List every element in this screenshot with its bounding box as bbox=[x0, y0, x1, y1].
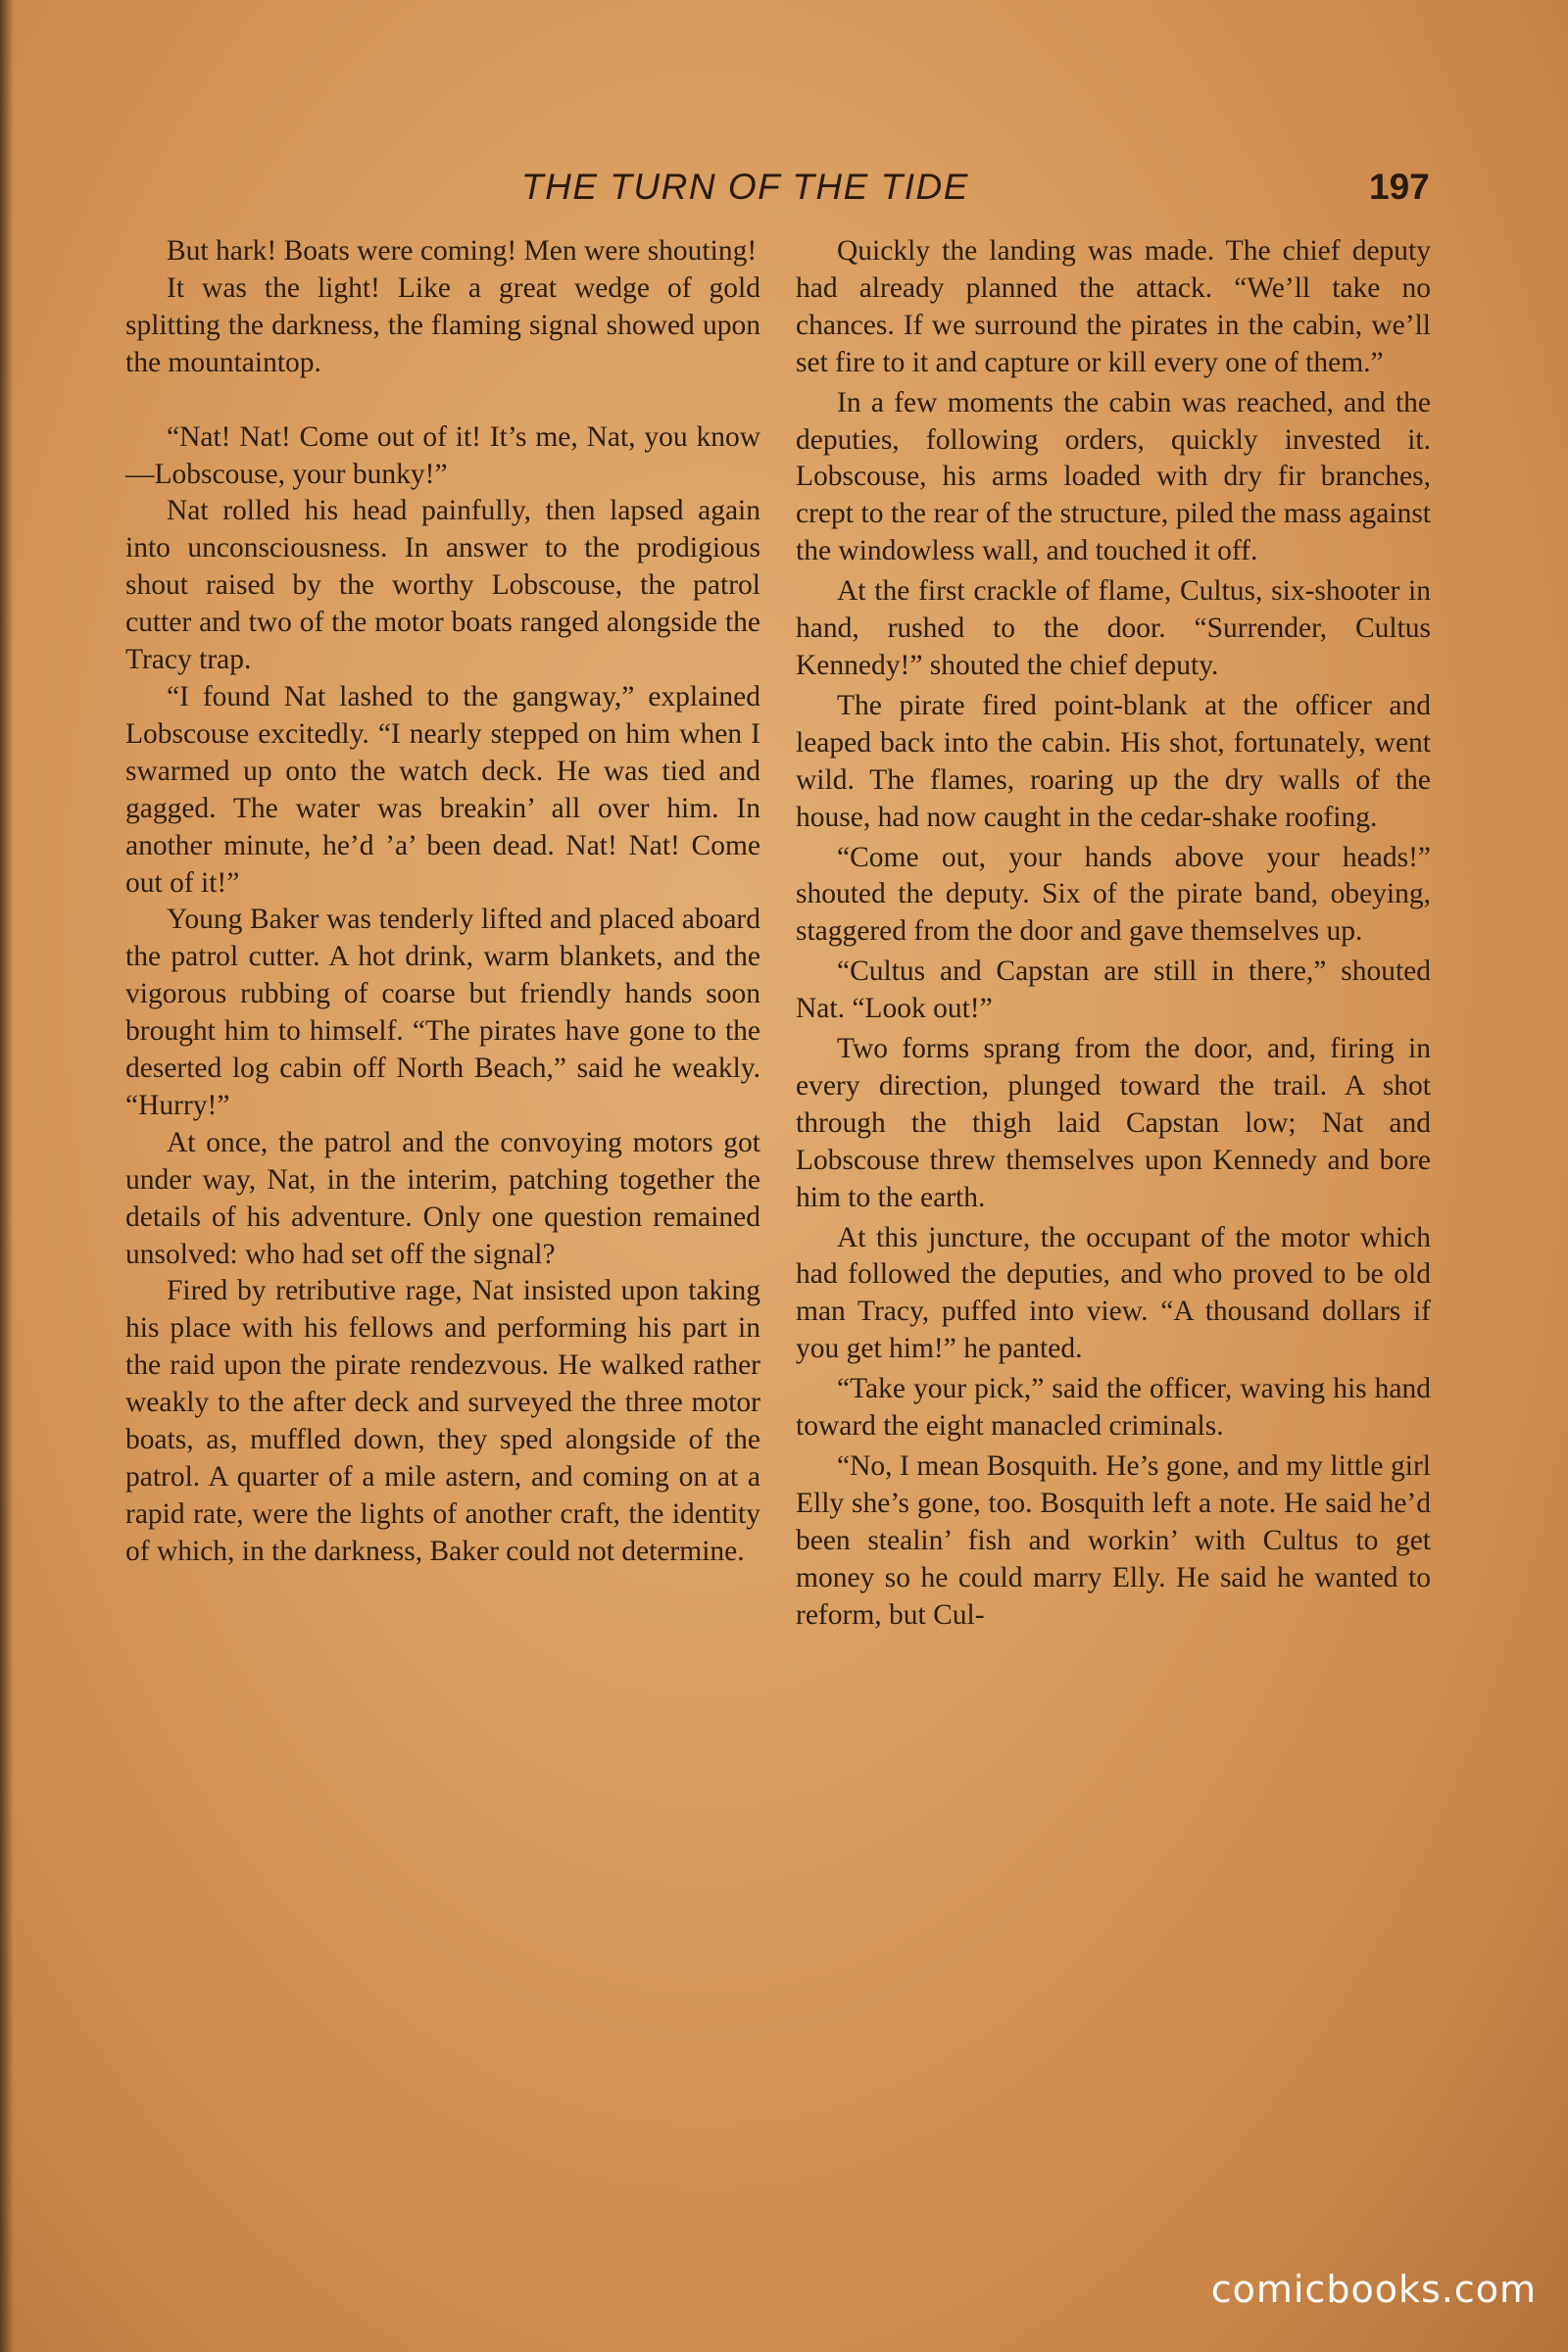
watermark: comicbooks.com bbox=[1210, 2268, 1537, 2311]
paragraph: At this juncture, the occupant of the motor which had followed the deputies, and who proved to be old man Tracy, puffed into view. “A thousand dollars if you get him!” he panted. bbox=[796, 1221, 1431, 1365]
paragraph: Two forms sprang from the door, and, firing in every direction, plunged toward the trail. A shot through the thigh laid Capstan low; Nat and Lobscouse threw themselves upon Kennedy and bore him to the earth. bbox=[796, 1033, 1431, 1213]
paragraph: At once, the patrol and the convoying motors got under way, Nat, in the interim, patching together the details of his adventure. Only one question remained unsolved: who had set off the signal? bbox=[125, 1126, 760, 1270]
paragraph: In a few moments the cabin was reached, and the deputies, following orders, quickly invested it. Lobscouse, his arms loaded with dry fir branches, crept to the rear of the structure, piled the mass against the windowless wall, and touched it off. bbox=[796, 386, 1431, 567]
page-edge-shadow bbox=[0, 0, 14, 2352]
paragraph: Young Baker was tenderly lifted and placed aboard the patrol cutter. A hot drink, warm blankets, and the vigorous rubbing of coarse but friendly hands soon brought him to himself. “The pirates have gone to the deserted log cabin off North Beach,” said he weakly. “Hurry!” bbox=[125, 904, 760, 1121]
page-number: 197 bbox=[1369, 167, 1430, 207]
right-column bbox=[796, 233, 1431, 1635]
paragraph: “No, I mean Bosquith. He’s gone, and my little girl Elly she’s gone, too. Bosquith left a note. He said he’d been stealin’ fish and workin’ with Cultus to get money so he could marry Elly. He said he wanted to reform, but Cul- bbox=[796, 1450, 1431, 1631]
paragraph: “I found Nat lashed to the gangway,” explained Lobscouse excitedly. “I nearly stepped on him when I swarmed up onto the watch deck. He was tied and gagged. The water was breakin’ all over him. In another minute, he’d ’a’ been dead. Nat! Nat! Come out of it!” bbox=[125, 680, 760, 899]
paragraph: Nat rolled his head painfully, then lapsed again into unconsciousness. In answer to the prodigious shout raised by the worthy Lobscouse, the patrol cutter and two of the motor boats ranged alongside the Tracy trap. bbox=[125, 495, 760, 676]
paragraph: “Nat! Nat! Come out of it! It’s me, Nat, you know—Lobscouse, your bunky!” bbox=[125, 420, 760, 490]
paragraph: “Take your pick,” said the officer, waving his hand toward the eight manacled criminals. bbox=[796, 1373, 1431, 1443]
paragraph: “Come out, your hands above your heads!” shouted the deputy. Six of the pirate band, obeying, staggered from the door and gave themselves up. bbox=[796, 841, 1431, 948]
left-column bbox=[125, 233, 760, 1571]
paragraph: “Cultus and Capstan are still in there,” shouted Nat. “Look out!” bbox=[796, 956, 1431, 1025]
paragraph: Quickly the landing was made. The chief deputy had already planned the attack. “We’ll take no chances. If we surround the pirates in the cabin, we’ll set fire to it and capture or kill every one of them.” bbox=[796, 235, 1431, 378]
paragraph: But hark! Boats were coming! Men were shouting! bbox=[167, 235, 758, 267]
page-header bbox=[0, 167, 1568, 210]
running-title: THE TURN OF THE TIDE bbox=[521, 167, 969, 207]
paragraph: It was the light! Like a great wedge of gold splitting the darkness, the flaming signal showed upon the mountaintop. bbox=[125, 271, 760, 378]
paragraph: At the first crackle of flame, Cultus, six-shooter in hand, rushed to the door. “Surrender, Cultus Kennedy!” shouted the chief deputy. bbox=[796, 575, 1431, 681]
paragraph: The pirate fired point-blank at the officer and leaped back into the cabin. His shot, fortunately, went wild. The flames, roaring up the dry walls of the house, had now caught in the cedar-shake roofing. bbox=[796, 689, 1431, 833]
paragraph: Fired by retributive rage, Nat insisted upon taking his place with his fellows and performing his part in the raid upon the pirate rendezvous. He walked rather weakly to the after deck and surveyed the three motor boats, as, muffled down, they sped alongside of the patrol. A quarter of a mile astern, and coming on at a rapid rate, were the lights of another craft, the identity of which, in the darkness, Baker could not determine. bbox=[125, 1275, 760, 1567]
